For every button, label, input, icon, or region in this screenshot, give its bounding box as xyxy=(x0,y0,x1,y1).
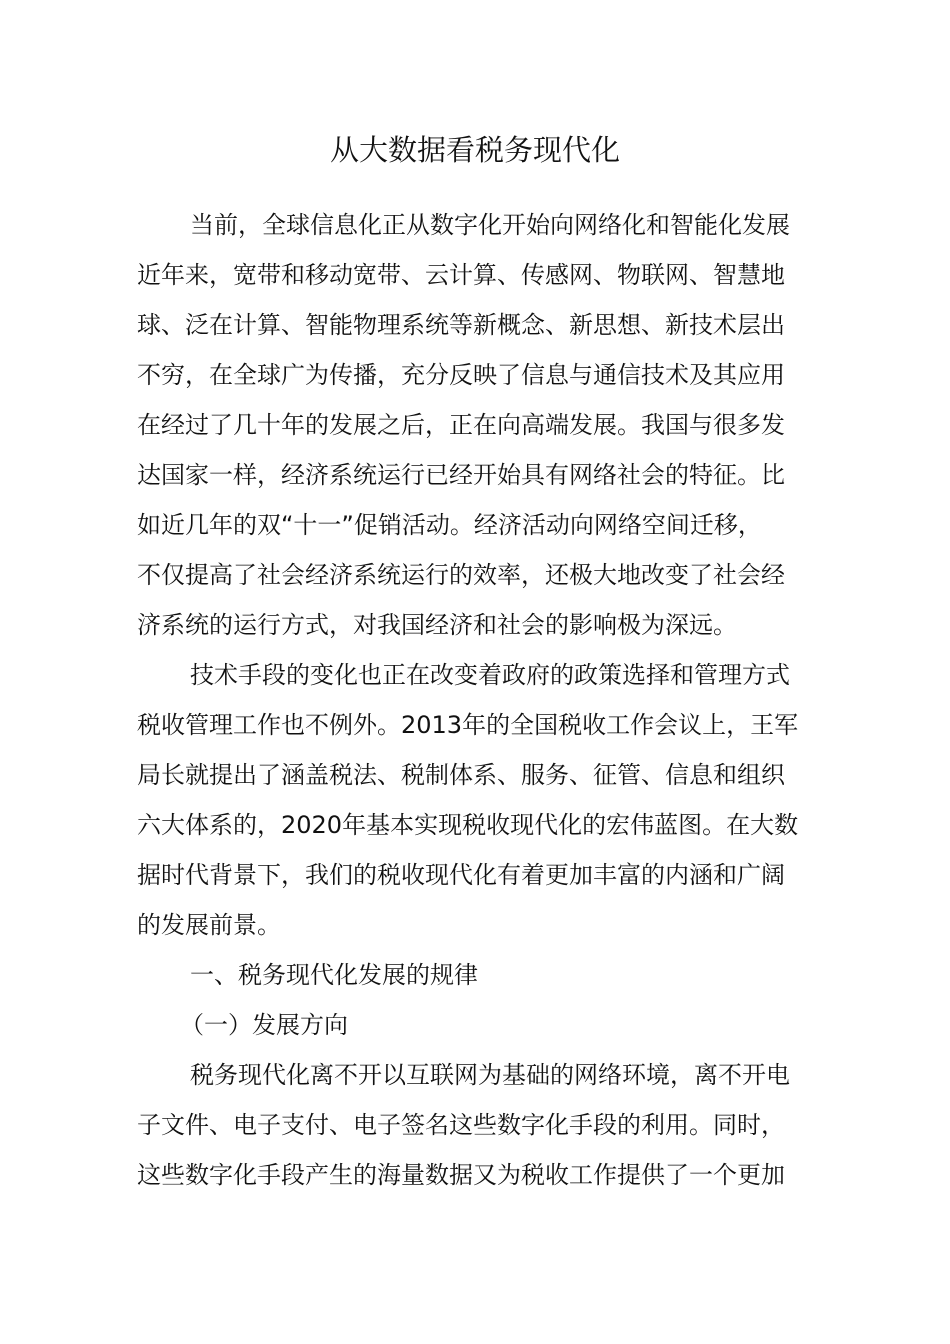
paragraph-line: 子文件、电子支付、电子签名这些数字化手段的利用。同时， xyxy=(137,1111,785,1139)
document-title: 从大数据看税务现代化 xyxy=(329,133,620,167)
paragraph-line: 如近几年的双“十一”促销活动。经济活动向网络空间迁移， xyxy=(137,511,762,539)
paragraph-line: 税务现代化离不开以互联网为基础的网络环境，离不开电 xyxy=(190,1061,790,1089)
paragraph-line: 球、泛在计算、智能物理系统等新概念、新思想、新技术层出 xyxy=(137,311,785,339)
paragraph-line: 不仅提高了社会经济系统运行的效率，还极大地改变了社会经 xyxy=(137,561,785,589)
section-heading: 一、税务现代化发展的规律 xyxy=(190,961,478,989)
paragraph-line: 局长就提出了涵盖税法、税制体系、服务、征管、信息和组织 xyxy=(137,761,785,789)
document-body xyxy=(137,200,822,1200)
paragraph-line: 这些数字化手段产生的海量数据又为税收工作提供了一个更加 xyxy=(137,1161,785,1189)
paragraph-line: 济系统的运行方式，对我国经济和社会的影响极为深远。 xyxy=(137,611,737,639)
paragraph-line: 据时代背景下，我们的税收现代化有着更加丰富的内涵和广阔 xyxy=(137,861,785,889)
paragraph-line: 税收管理工作也不例外。2013年的全国税收工作会议上，王军 xyxy=(137,711,799,739)
paragraph-line: 六大体系的，2020年基本实现税收现代化的宏伟蓝图。在大数 xyxy=(137,811,799,839)
paragraph-line: 近年来，宽带和移动宽带、云计算、传感网、物联网、智慧地 xyxy=(137,261,785,289)
subsection-heading: （一）发展方向 xyxy=(180,1011,348,1039)
paragraph-line: 不穷，在全球广为传播，充分反映了信息与通信技术及其应用 xyxy=(137,361,785,389)
paragraph-line: 达国家一样，经济系统运行已经开始具有网络社会的特征。比 xyxy=(137,461,785,489)
paragraph-line: 在经过了几十年的发展之后，正在向高端发展。我国与很多发 xyxy=(137,411,785,439)
paragraph-line: 当前，全球信息化正从数字化开始向网络化和智能化发展 xyxy=(190,211,790,239)
paragraph-line: 的发展前景。 xyxy=(137,911,281,939)
paragraph-line: 技术手段的变化也正在改变着政府的政策选择和管理方式 xyxy=(190,661,790,689)
